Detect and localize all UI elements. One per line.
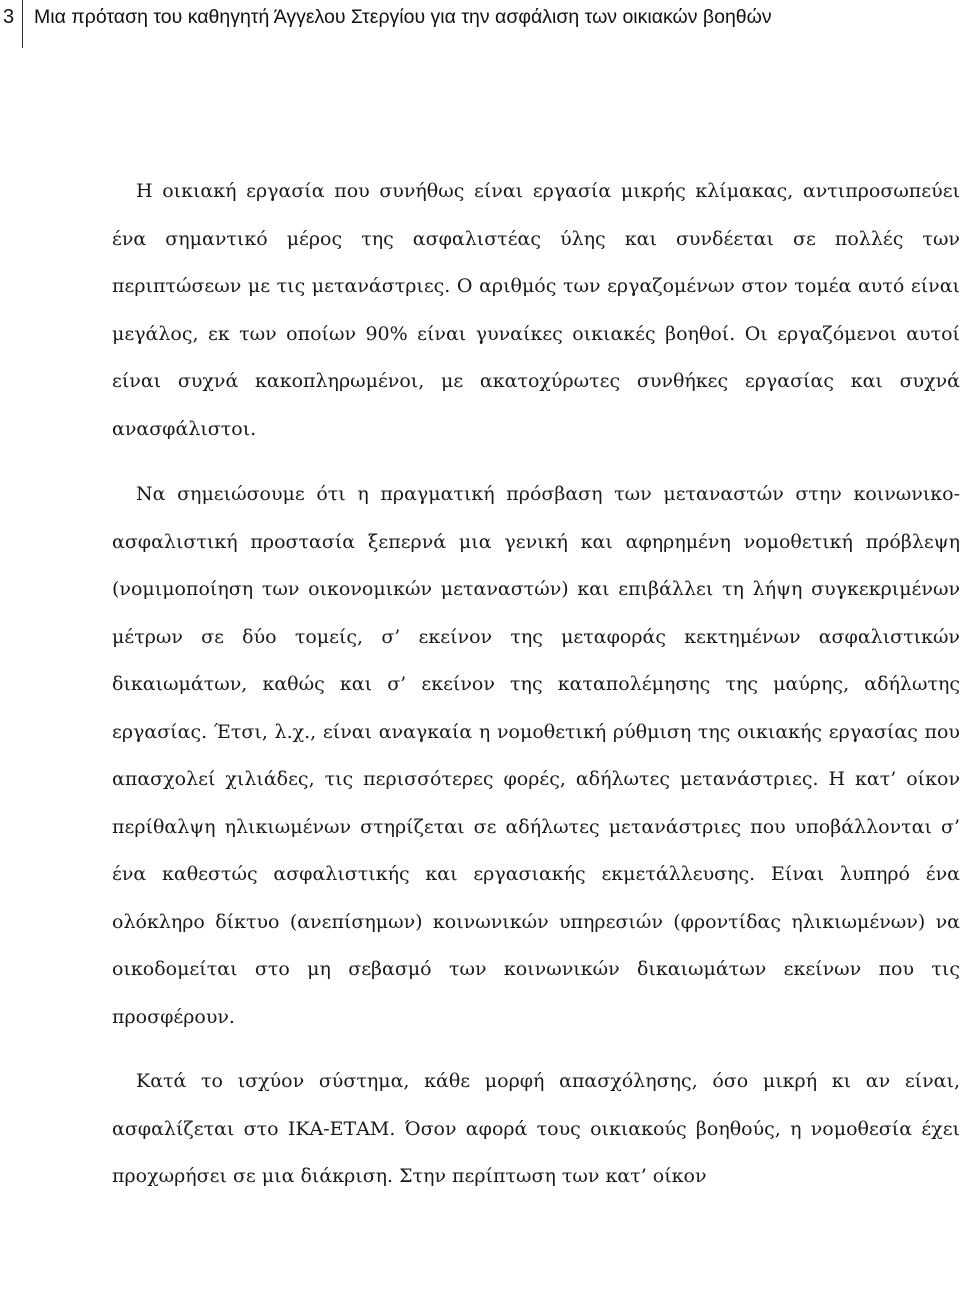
document-body [112, 168, 960, 1201]
running-header-title: Μια πρόταση του καθηγητή Άγγελου Στεργίου για την ασφάλιση των οικιακών βοηθών [34, 6, 772, 28]
paragraph-migrant-access: Να σημειώσουμε ότι η πραγματική πρόσβαση των μεταναστών στην κοινωνικο-ασφαλιστική προστασία ξεπερνά μια γενική και αφηρημένη νομοθετική πρόβλεψη (νομιμοποίηση των οικονομικών μεταναστών) και επιβάλλει τη λήψη συγκεκριμένων μέτρων σε δύο τομείς, σ’ εκείνον της μεταφοράς κεκτημένων ασφαλιστικών δικαιωμάτων, καθώς και σ’ εκείνον της καταπολέμησης της μαύρης, αδήλωτης εργασίας. Έτσι, λ.χ., είναι αναγκαία η νομοθετική ρύθμιση της οικιακής εργασίας που απασχολεί χιλιάδες, τις περισσότερες φορές, αδήλωτες μετανάστριες. Η κατ’ οίκον περίθαλψη ηλικιωμένων στηρίζεται σε αδήλωτες μετανάστριες που υποβάλλονται σ’ ένα καθεστώς ασφαλιστικής και εργασιακής εκμετάλλευσης. Είναι λυπηρό ένα ολόκληρο δίκτυο (ανεπίσημων) κοινωνικών υπηρεσιών (φροντίδας ηλικιωμένων) να οικοδομείται στο μη σεβασμό των κοινωνικών δικαιωμάτων εκείνων που τις προσφέρουν. [112, 483, 960, 1028]
page-number: 3 [3, 6, 15, 28]
page-header [0, 0, 960, 48]
header-divider [22, 0, 23, 48]
paragraph-domestic-work: Η οικιακή εργασία που συνήθως είναι εργασία μικρής κλίμακας, αντιπροσωπεύει ένα σημαντικό μέρος της ασφαλιστέας ύλης και συνδέεται σε πολλές των περιπτώσεων με τις μετανάστριες. Ο αριθμός των εργαζομένων στον τομέα αυτό είναι μεγάλος, εκ των οποίων 90% είναι γυναίκες οικιακές βοηθοί. Οι εργαζόμενοι αυτοί είναι συχνά κακοπληρωμένοι, με ακατοχύρωτες συνθήκες εργασίας και συχνά ανασφάλιστοι. [112, 180, 960, 440]
paragraph-current-system: Κατά το ισχύον σύστημα, κάθε μορφή απασχόλησης, όσο μικρή κι αν είναι, ασφαλίζεται στο ΙΚΑ-ΕΤΑΜ. Όσον αφορά τους οικιακούς βοηθούς, η νομοθεσία έχει προχωρήσει σε μια διάκριση. Στην περίπτωση των κατ’ οίκον [112, 1070, 960, 1187]
